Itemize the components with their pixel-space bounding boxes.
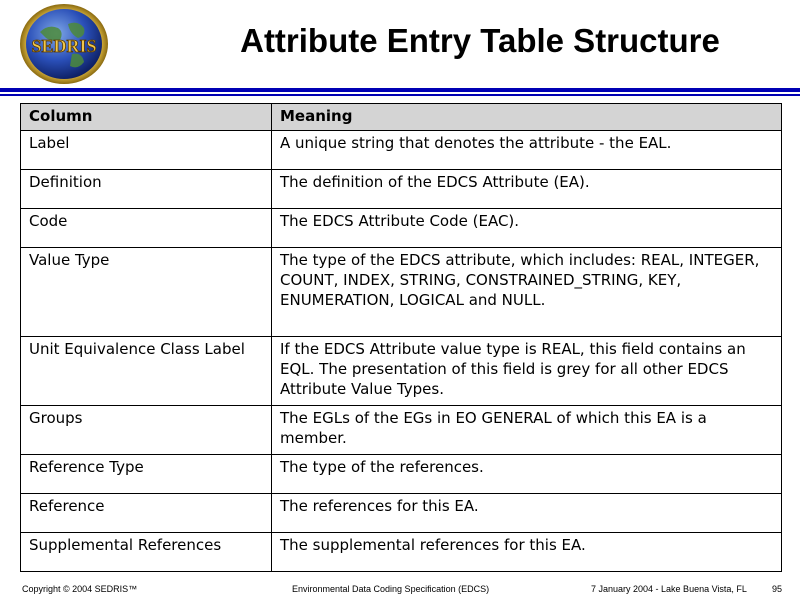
footer-title: Environmental Data Coding Specification (EDCS)	[292, 584, 490, 594]
attribute-table	[20, 103, 782, 572]
row-meaning: The type of the EDCS attribute, which includes: REAL, INTEGER, COUNT, INDEX, STRING, CONSTRAINED_STRING, KEY, ENUMERATION, LOGICAL and NULL.	[272, 248, 782, 337]
footer-date-location: 7 January 2004 - Lake Buena Vista, FL	[591, 584, 747, 594]
row-label: Label	[21, 131, 272, 170]
row-meaning: If the EDCS Attribute value type is REAL, this field contains an EQL. The presentation of this field is grey for all other EDCS Attribute Value Types.	[272, 337, 782, 406]
svg-text:SEDRIS: SEDRIS	[31, 36, 97, 56]
row-label: Supplemental References	[21, 533, 272, 572]
row-meaning: A unique string that denotes the attribute - the EAL.	[272, 131, 782, 170]
table-row	[21, 131, 782, 170]
row-label: Groups	[21, 406, 272, 455]
table-row	[21, 170, 782, 209]
sedris-logo	[18, 2, 110, 86]
table-row	[21, 337, 782, 406]
header-rule-thick	[0, 88, 800, 92]
row-meaning: The references for this EA.	[272, 494, 782, 533]
page-title: Attribute Entry Table Structure	[240, 22, 720, 59]
table-row	[21, 455, 782, 494]
table-row	[21, 494, 782, 533]
header-rule-thin	[0, 94, 800, 96]
row-label: Reference Type	[21, 455, 272, 494]
table-header-row	[21, 104, 782, 131]
row-meaning: The supplemental references for this EA.	[272, 533, 782, 572]
row-meaning: The definition of the EDCS Attribute (EA).	[272, 170, 782, 209]
row-label: Unit Equivalence Class Label	[21, 337, 272, 406]
column-header: Column	[21, 104, 272, 131]
table-row	[21, 248, 782, 337]
row-label: Code	[21, 209, 272, 248]
row-meaning: The EDCS Attribute Code (EAC).	[272, 209, 782, 248]
row-label: Definition	[21, 170, 272, 209]
row-label: Value Type	[21, 248, 272, 337]
meaning-header: Meaning	[272, 104, 782, 131]
footer-page-number: 95	[772, 584, 783, 594]
table-row	[21, 406, 782, 455]
table-row	[21, 209, 782, 248]
row-meaning: The EGLs of the EGs in EO GENERAL of which this EA is a member.	[272, 406, 782, 455]
row-meaning: The type of the references.	[272, 455, 782, 494]
row-label: Reference	[21, 494, 272, 533]
table-row	[21, 533, 782, 572]
footer-copyright: Copyright © 2004 SEDRIS™	[22, 584, 138, 594]
